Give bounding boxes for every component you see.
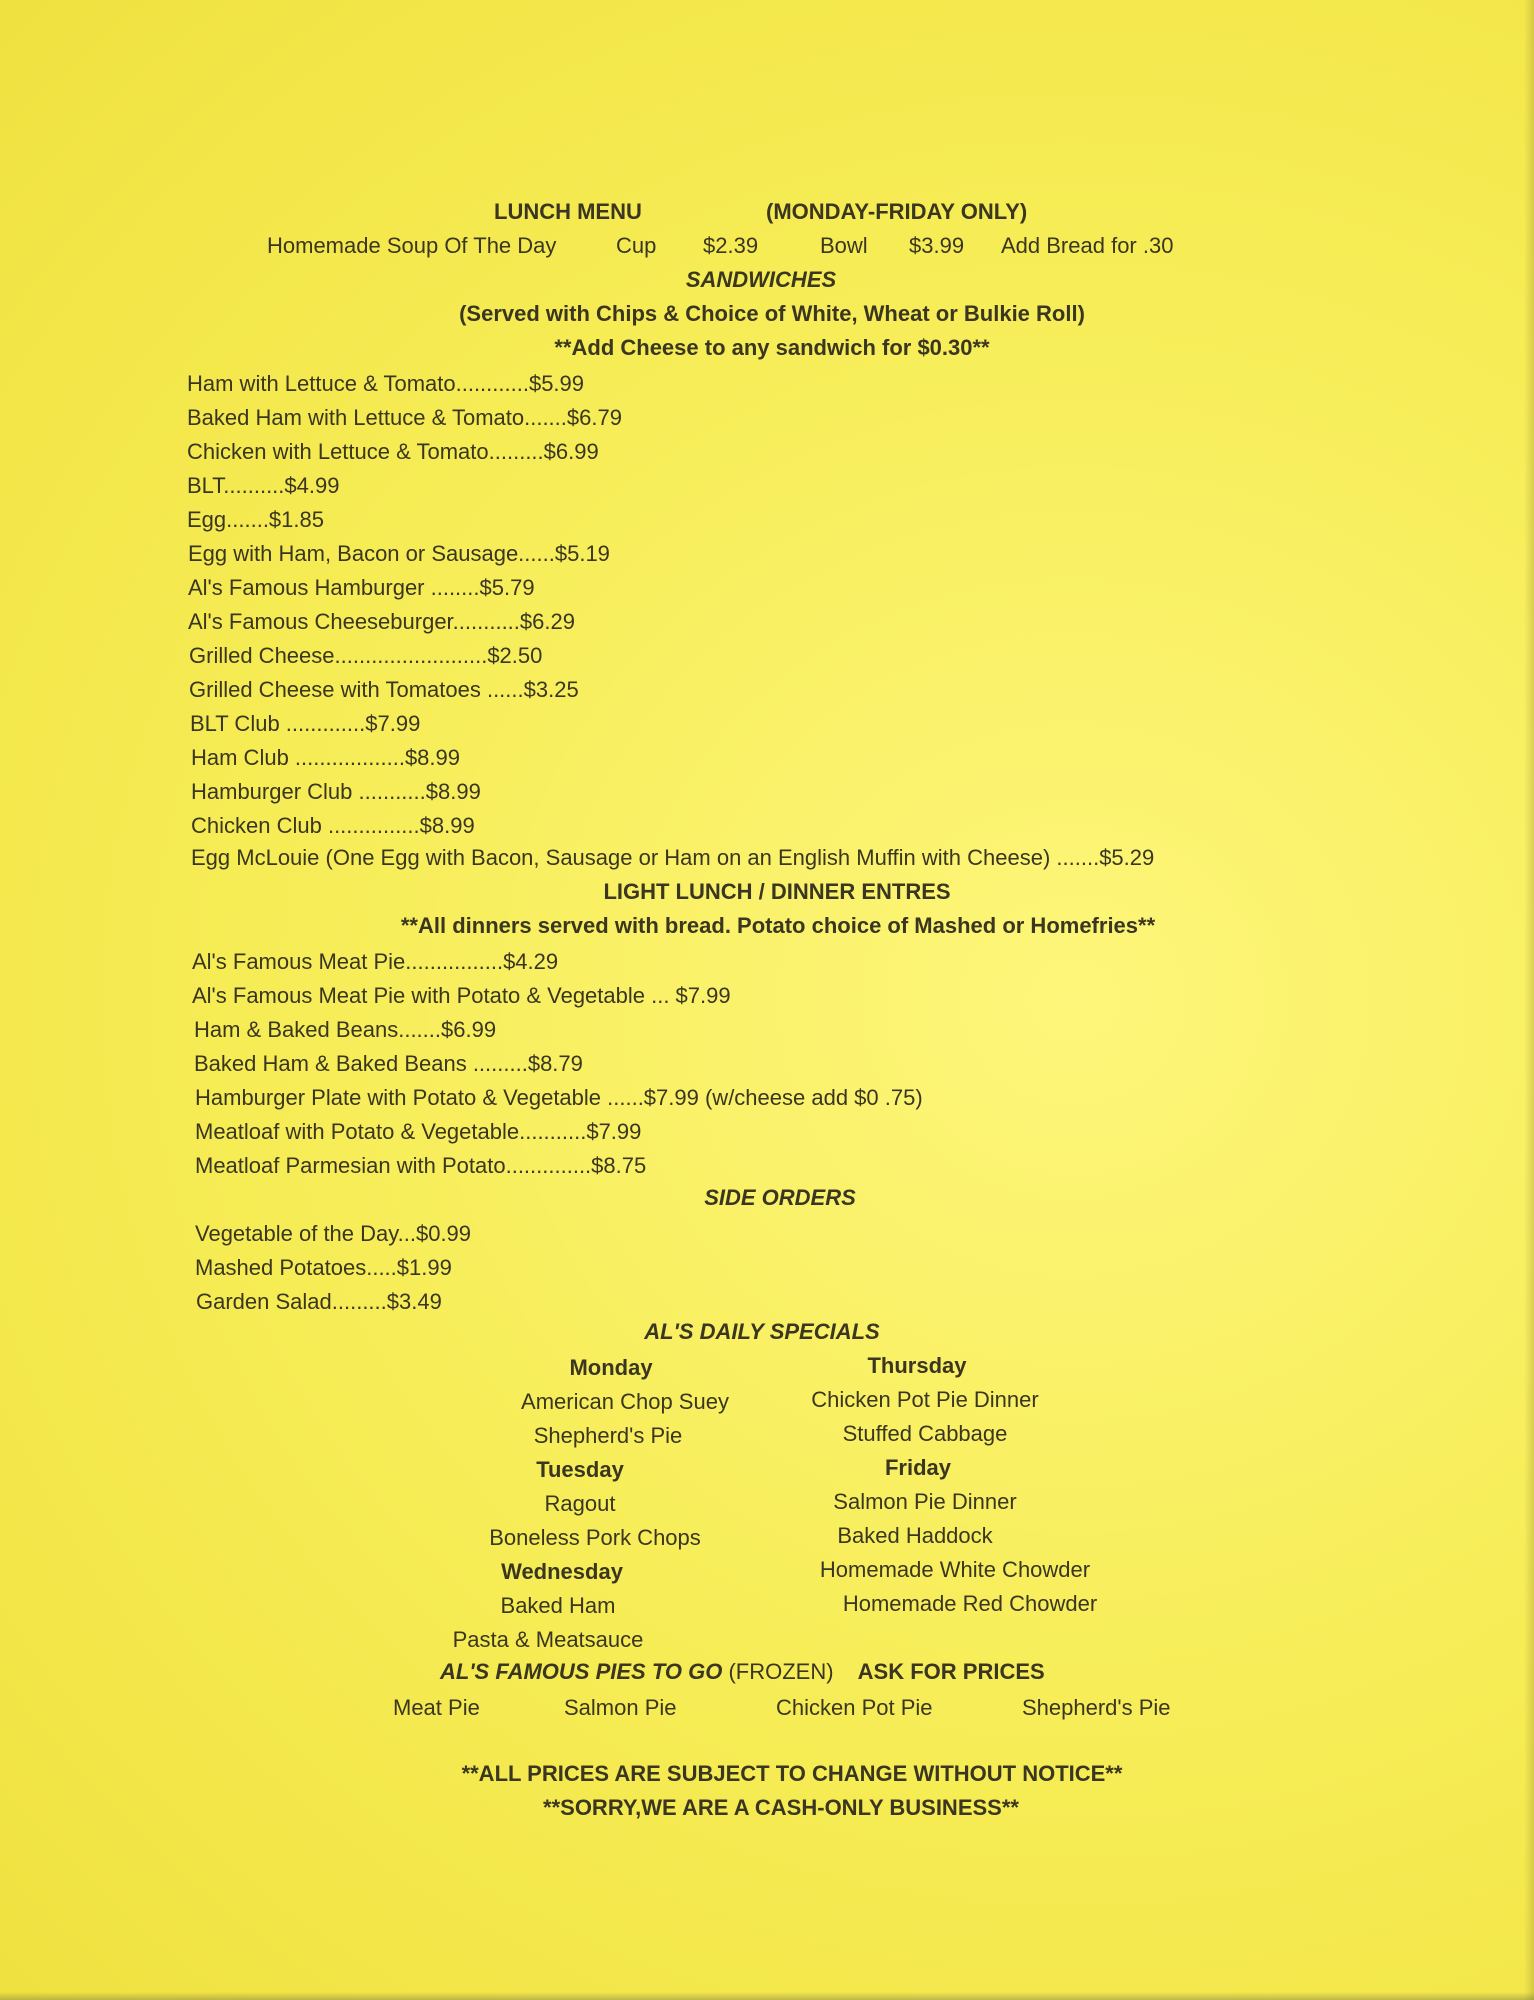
soup-label: Homemade Soup Of The Day bbox=[267, 233, 557, 258]
entree-item: Meatloaf with Potato & Vegetable...........$7.99 bbox=[195, 1119, 642, 1144]
special-day-wednesday: Wednesday bbox=[501, 1559, 623, 1584]
special-item: American Chop Suey bbox=[521, 1389, 729, 1414]
specials-title: AL'S DAILY SPECIALS bbox=[644, 1319, 880, 1344]
entree-item: Baked Ham & Baked Beans .........$8.79 bbox=[194, 1051, 583, 1076]
paper-edge-bottom bbox=[0, 1992, 1534, 2000]
pies-ask: ASK FOR PRICES bbox=[857, 1659, 1045, 1684]
soup-cup-label: Cup bbox=[616, 233, 657, 258]
special-item: Homemade White Chowder bbox=[819, 1557, 1091, 1582]
special-item: Stuffed Cabbage bbox=[842, 1421, 1008, 1446]
special-item: Baked Ham bbox=[500, 1593, 616, 1618]
sandwich-item: Hamburger Club ...........$8.99 bbox=[191, 779, 481, 804]
special-item: Boneless Pork Chops bbox=[489, 1525, 701, 1550]
special-item: Salmon Pie Dinner bbox=[833, 1489, 1017, 1514]
special-day-tuesday: Tuesday bbox=[536, 1457, 624, 1482]
special-item: Chicken Pot Pie Dinner bbox=[811, 1387, 1039, 1412]
sandwich-item: Grilled Cheese with Tomatoes ......$3.25 bbox=[189, 677, 579, 702]
sandwich-item: Egg with Ham, Bacon or Sausage......$5.19 bbox=[188, 541, 610, 566]
pie-item: Chicken Pot Pie bbox=[776, 1695, 933, 1720]
sandwich-item: Ham Club ..................$8.99 bbox=[191, 745, 460, 770]
entrees-title: LIGHT LUNCH / DINNER ENTRES bbox=[603, 879, 951, 904]
entree-item: Ham & Baked Beans.......$6.99 bbox=[194, 1017, 497, 1042]
sandwich-item: Al's Famous Cheeseburger...........$6.29 bbox=[188, 609, 575, 634]
special-item: Baked Haddock bbox=[837, 1523, 993, 1548]
pie-item: Shepherd's Pie bbox=[1022, 1695, 1171, 1720]
sandwich-item: Egg.......$1.85 bbox=[187, 507, 324, 532]
entree-item: Al's Famous Meat Pie with Potato & Vegetable ... $7.99 bbox=[192, 983, 731, 1008]
pie-item: Meat Pie bbox=[393, 1695, 480, 1720]
pie-item: Salmon Pie bbox=[564, 1695, 677, 1720]
sandwiches-note-bread: (Served with Chips & Choice of White, Wheat or Bulkie Roll) bbox=[459, 301, 1085, 326]
soup-bowl-price: $3.99 bbox=[909, 233, 965, 258]
special-item: Homemade Red Chowder bbox=[842, 1591, 1098, 1616]
sandwich-item: Al's Famous Hamburger ........$5.79 bbox=[188, 575, 535, 600]
sandwich-item: Baked Ham with Lettuce & Tomato.......$6.79 bbox=[187, 405, 622, 430]
side-item: Vegetable of the Day...$0.99 bbox=[195, 1221, 472, 1246]
special-day-thursday: Thursday bbox=[867, 1353, 967, 1378]
special-item: Ragout bbox=[544, 1491, 616, 1516]
pies-title: AL'S FAMOUS PIES TO GO bbox=[440, 1659, 723, 1684]
side-item: Mashed Potatoes.....$1.99 bbox=[195, 1255, 452, 1280]
paper-edge-right bbox=[1524, 0, 1534, 2000]
pies-frozen: (FROZEN) bbox=[728, 1659, 834, 1684]
sides-title: SIDE ORDERS bbox=[704, 1185, 856, 1210]
entree-item: Hamburger Plate with Potato & Vegetable ......$7.99 (w/cheese add $0 .75) bbox=[195, 1085, 923, 1110]
sandwich-item: Chicken with Lettuce & Tomato.........$6.99 bbox=[187, 439, 599, 464]
sandwich-item: Chicken Club ...............$8.99 bbox=[191, 813, 475, 838]
sandwich-item: BLT..........$4.99 bbox=[187, 473, 340, 498]
special-item: Shepherd's Pie bbox=[533, 1423, 683, 1448]
menu-days: (MONDAY-FRIDAY ONLY) bbox=[766, 199, 1028, 224]
soup-bread-note: Add Bread for .30 bbox=[1001, 233, 1174, 258]
sandwich-item: BLT Club .............$7.99 bbox=[190, 711, 421, 736]
footer-price-notice: **ALL PRICES ARE SUBJECT TO CHANGE WITHOUT NOTICE** bbox=[461, 1761, 1123, 1786]
soup-bowl-label: Bowl bbox=[820, 233, 868, 258]
side-item: Garden Salad.........$3.49 bbox=[196, 1289, 442, 1314]
sandwiches-title: SANDWICHES bbox=[685, 267, 837, 292]
special-item: Pasta & Meatsauce bbox=[452, 1627, 644, 1652]
special-day-monday: Monday bbox=[569, 1355, 653, 1380]
soup-cup-price: $2.39 bbox=[703, 233, 759, 258]
sandwich-item: Egg McLouie (One Egg with Bacon, Sausage or Ham on an English Muffin with Cheese) .......$5.29 bbox=[191, 845, 1155, 870]
entree-item: Al's Famous Meat Pie................$4.29 bbox=[192, 949, 559, 974]
menu-title: LUNCH MENU bbox=[494, 199, 642, 224]
entree-item: Meatloaf Parmesian with Potato..............$8.75 bbox=[195, 1153, 647, 1178]
pies-heading bbox=[440, 1658, 1045, 1686]
special-day-friday: Friday bbox=[884, 1455, 952, 1480]
sandwich-item: Grilled Cheese.........................$2.50 bbox=[189, 643, 543, 668]
entrees-note: **All dinners served with bread. Potato choice of Mashed or Homefries** bbox=[400, 913, 1156, 938]
sandwiches-note-cheese: **Add Cheese to any sandwich for $0.30** bbox=[554, 335, 990, 360]
sandwich-item: Ham with Lettuce & Tomato............$5.99 bbox=[187, 371, 585, 396]
footer-cash-notice: **SORRY,WE ARE A CASH-ONLY BUSINESS** bbox=[543, 1795, 1019, 1820]
